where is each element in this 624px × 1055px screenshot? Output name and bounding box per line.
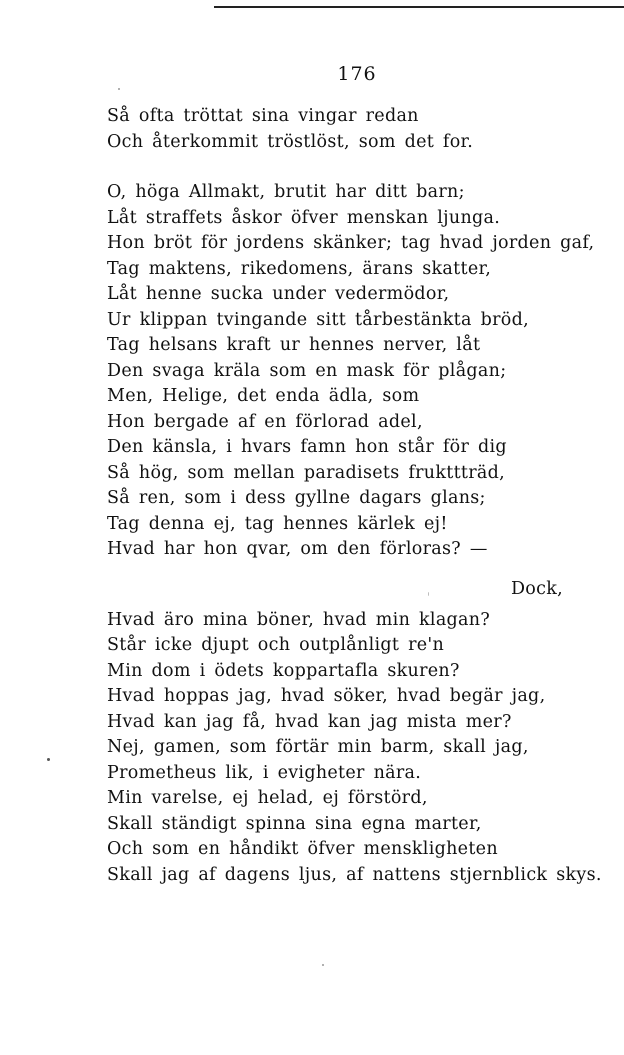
verse-line: Hon bergade af en förlorad adel, [107,411,423,432]
poem-body [107,104,607,888]
verse-line: O, höga Allmakt, brutit har ditt barn; [107,182,465,202]
stanza-3 [107,577,607,889]
ink-speck [118,88,120,90]
verse-line: Skall ständigt spinna sina egna marter, [107,813,482,834]
verse-line: Skall jag af dagens ljus, af nattens stjernblick skys. [107,864,602,885]
verse-line: Så ofta tröttat sina vingar redan [107,106,419,126]
top-rule [214,6,624,8]
verse-line: Tag denna ej, tag hennes kärlek ej! [107,513,448,534]
verse-line: Ur klippan tvingande sitt tårbestänkta bröd, [107,309,529,330]
ink-speck [322,964,324,966]
page-number: 176 [337,63,377,85]
stanza-2 [107,180,607,563]
verse-line: Och återkommit tröstlöst, som det for. [107,131,474,152]
verse-line: Nej, gamen, som förtär min barm, skall jag, [107,737,529,757]
verse-line-indented: Dock, [510,578,563,599]
verse-line: Tag helsans kraft ur hennes nerver, låt [107,335,481,355]
verse-line: Hvad har hon qvar, om den förloras? — [107,539,488,559]
verse-line: Och som en håndikt öfver menskligheten [107,839,498,859]
verse-line: Hon bröt för jordens skänker; tag hvad jorden gaf, [107,233,595,253]
verse-line: Låt henne sucka under vedermödor, [107,284,450,304]
stanza-1 [107,104,607,155]
verse-line: Står icke djupt och outplånligt re'n [107,635,445,655]
verse-line: Min dom i ödets koppartafla skuren? [107,660,460,681]
verse-line: Den känsla, i hvars famn hon står för dig [107,437,507,457]
verse-line: Min varelse, ej helad, ej förstörd, [107,788,428,808]
verse-line: Den svaga kräla som en mask för plågan; [107,360,507,381]
ink-speck [47,758,50,761]
verse-line: Hvad äro mina böner, hvad min klagan? [107,609,491,630]
verse-line: Så hög, som mellan paradisets frukttträd, [107,462,506,483]
ink-speck [428,592,429,596]
verse-line: Tag maktens, rikedomens, ärans skatter, [107,258,492,279]
verse-line: Hvad hoppas jag, hvad söker, hvad begär jag, [107,686,546,706]
verse-line: Prometheus lik, i evigheter nära. [107,762,422,783]
verse-line: Låt straffets åskor öfver menskan ljunga. [107,207,501,228]
verse-line: Så ren, som i dess gyllne dagars glans; [107,488,486,508]
verse-line: Hvad kan jag få, hvad kan jag mista mer? [107,711,512,732]
verse-line: Men, Helige, det enda ädla, som [107,386,420,406]
